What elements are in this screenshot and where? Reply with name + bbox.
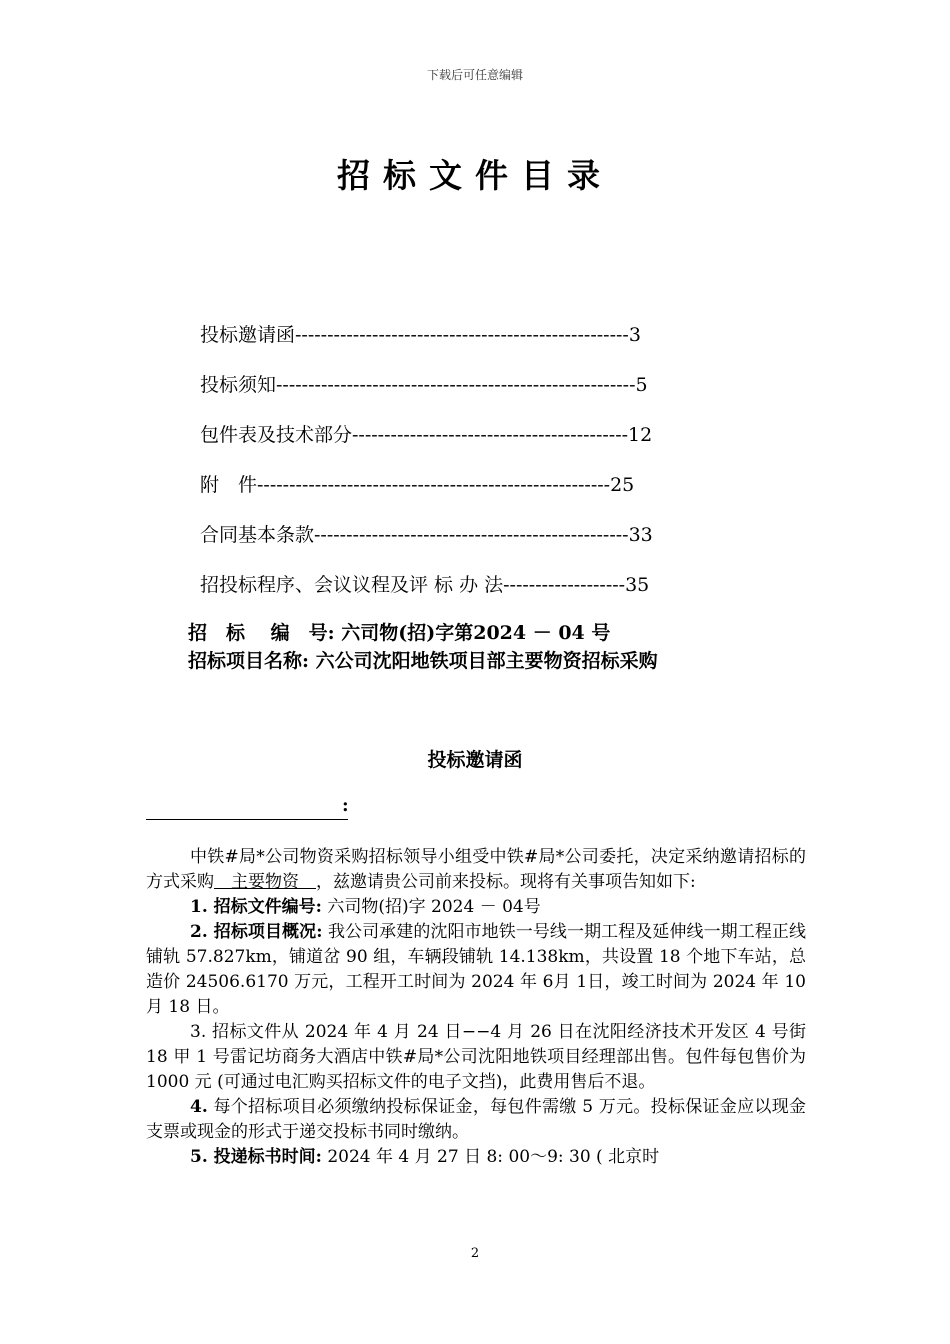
header-note: 下载后可任意编辑 [426,68,523,82]
tender-meta [188,619,658,675]
tender-number: 招 标 编 号: 六司物(招)字第2024 － 04 号 [188,622,611,644]
addressee-blank [146,797,348,820]
paragraph-project-overview: 2. 招标项目概况: 我公司承建的沈阳市地铁一号线一期工程及延伸线一期工程正线铺轨 57.827km，铺道岔 90 组，车辆段铺轨 14.138km，共设置 18 个地下车站，总造价 24506.6170 万元，工程开工时间为 2024 年 6月 1日，竣工时间为 2024 年 10 月 18 日。 [146,922,806,1017]
addressee-colon: : [342,795,349,816]
section-title: 投标邀请函 [427,749,523,771]
toc-entry-attachments[interactable]: 附 件-------------------------------------------------------25 [200,474,635,496]
page-number: 2 [470,1246,480,1261]
paragraph-intro: 中铁#局*公司物资采购招标领导小组受中铁#局*公司委托，决定采纳邀请招标的方式采购 主要物资 ，兹邀请贵公司前来投标。现将有关事项告知如下: [146,847,806,892]
toc-entry-instructions[interactable]: 投标须知--------------------------------------------------------5 [200,374,648,396]
toc-entry-contract-terms[interactable]: 合同基本条款-------------------------------------------------33 [200,524,653,546]
paragraph-sale: 3. 招标文件从 2024 年 4 月 24 日−−4 月 26 日在沈阳经济技术开发区 4 号街 18 甲 1 号雷记坊商务大酒店中铁#局*公司沈阳地铁项目经理部出售。包件每包售价为 1000 元 (可通过电汇购买招标文件的电子文挡)，此费用售后不退。 [146,1022,806,1092]
paragraph-deposit: 4. 每个招标项目必须缴纳投标保证金，每包件需缴 5 万元。投标保证金应以现金支票或现金的形式于递交投标书同时缴纳。 [146,1097,806,1142]
toc-entry-procedures[interactable]: 招投标程序、会议议程及评 标 办 法-------------------35 [200,574,650,596]
underlined-goods: 主要物资 [214,872,316,892]
toc-entry-invitation[interactable]: 投标邀请函----------------------------------------------------3 [200,324,641,346]
toc-entry-package-technical[interactable]: 包件表及技术部分-------------------------------------------12 [200,424,653,446]
paragraph-file-number: 1. 招标文件编号: 六司物(招)字 2024 － 04号 [190,897,541,917]
document-title: 招标文件目录 [337,156,613,195]
paragraph-submission-time: 5. 投递标书时间: 2024 年 4 月 27 日 8: 00～9: 30 ( 北京时 [190,1147,660,1167]
invitation-body [146,845,806,1170]
table-of-contents [200,318,760,618]
tender-project-name: 招标项目名称: 六公司沈阳地铁项目部主要物资招标采购 [188,650,658,672]
